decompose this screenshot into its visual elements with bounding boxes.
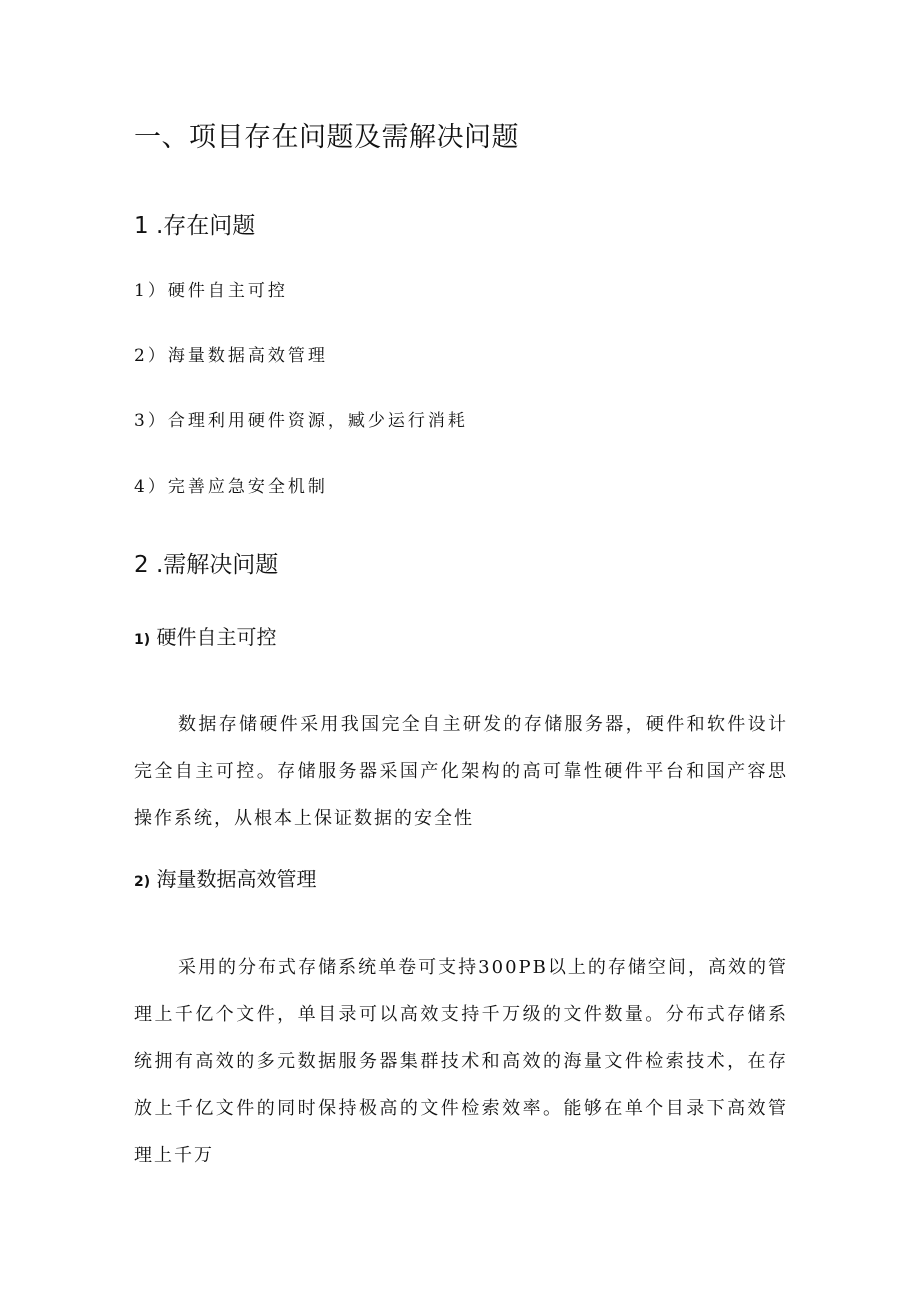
- section2-heading: 2 .需解决问题: [134, 552, 279, 578]
- subsection1-heading: [134, 622, 277, 655]
- section1-heading: 1 .存在问题: [134, 213, 256, 239]
- issue-item-2: 2）海量数据高效管理: [134, 346, 328, 366]
- issue-item-1: 1）硬件自主可控: [134, 281, 288, 301]
- subsection2-heading: [134, 864, 317, 897]
- subsection2-title: 海量数据高效管理: [156, 867, 317, 891]
- issue-item-4: 4）完善应急安全机制: [134, 477, 328, 497]
- subsection2-paragraph: 采用的分布式存储系统单卷可支持300PB以上的存储空间，高效的管理上千亿个文件，单目录可以高效支持千万级的文件数量。分布式存储系统拥有高效的多元数据服务器集群技术和高效的海量文件检索技术，在存放上千亿文件的同时保持极高的文件检索效率。能够在单个目录下高效管理上千万: [134, 957, 788, 1166]
- subsection2-number: 2): [134, 874, 151, 890]
- subsection1-number: 1): [134, 632, 151, 648]
- main-heading: 一、项目存在问题及需解决问题: [134, 122, 519, 153]
- subsection1-title: 硬件自主可控: [156, 625, 277, 649]
- subsection1-paragraph: 数据存储硬件采用我国完全自主研发的存储服务器，硬件和软件设计完全自主可控。存储服务器采国产化架构的高可靠性硬件平台和国产容思操作系统，从根本上保证数据的安全性: [134, 714, 788, 829]
- issue-item-3: 3）合理利用硬件资源，臧少运行消耗: [134, 411, 468, 431]
